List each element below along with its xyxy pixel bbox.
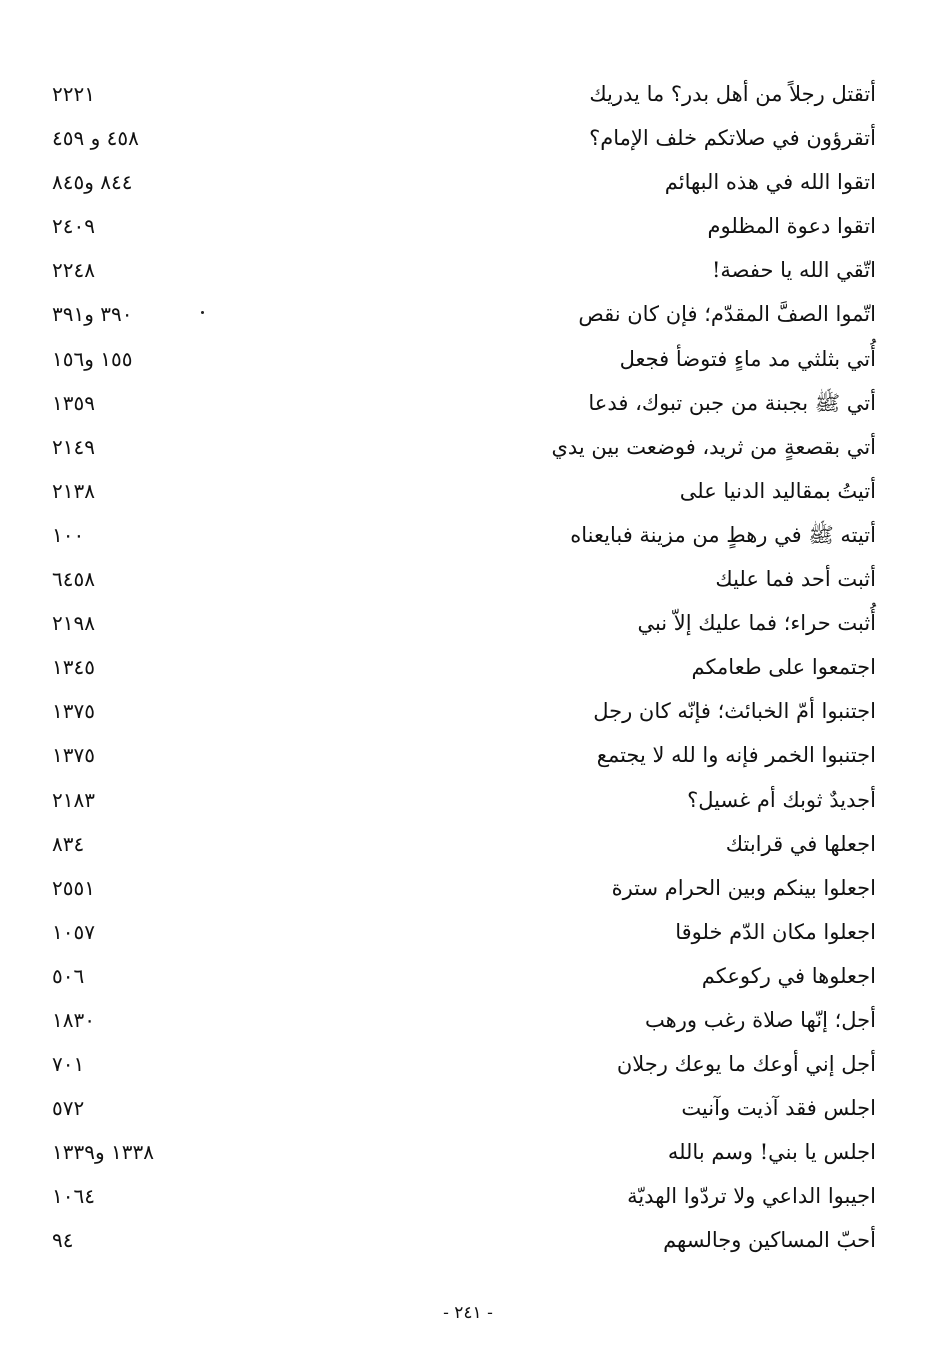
index-row [40,735,876,779]
hadith-reference-number: ٢١٤٩ [52,434,95,459]
hadith-reference-number: ٢١٣٨ [52,478,95,503]
hadith-text: أتيته ﷺ في رهطٍ من مزينة فبايعناه [570,522,876,547]
index-row [40,162,876,206]
hadith-reference-number: ١٨٣٠ [52,1007,95,1032]
hadith-text: أُثبت حراء؛ فما عليك إلاّ نبي [637,611,876,636]
hadith-text: أجديدٌ ثوبك أم غسيل؟ [687,787,876,812]
index-row [40,559,876,603]
hadith-reference-number: ١٣٧٥ [52,699,95,724]
hadith-reference-number: ٦٤٥٨ [52,567,95,592]
hadith-reference-number: ١٣٥٩ [52,390,95,415]
hadith-reference-number: ١٠٦٤ [52,1184,95,1209]
hadith-reference-number: ٨٤٤ و٨٤٥ [52,170,133,195]
index-row [40,868,876,912]
hadith-text: اجتمعوا على طعامكم [691,655,876,680]
hadith-reference-number: ٢١٨٣ [52,787,95,812]
hadith-reference-number: ٢٥٥١ [52,875,95,900]
index-row [40,912,876,956]
hadith-reference-number: ٢٢٢١ [52,82,95,106]
index-row [40,780,876,824]
hadith-reference-number: ٨٣٤ [52,831,85,856]
hadith-text: أتيتُ بمقاليد الدنيا على [679,478,876,503]
page-number: - ٢٤١ - [443,1303,493,1323]
hadith-index-list [40,74,876,1265]
index-row [40,339,876,383]
hadith-reference-number: ١٠٥٧ [52,919,95,944]
index-row [40,824,876,868]
hadith-text: أجل؛ إنّها صلاة رغب ورهب [645,1007,876,1032]
hadith-reference-number: ٣٩٠ و٣٩١ [52,302,133,327]
index-row [40,1132,876,1176]
hadith-text: أتي بقصعةٍ من ثريد، فوضعت بين يدي [551,434,876,459]
hadith-text: أثبت أحد فما عليك [715,567,876,592]
hadith-text: اجعلوا مكان الدّم خلوقا [675,919,876,944]
index-row [40,1176,876,1220]
index-row [40,206,876,250]
index-row [40,1088,876,1132]
hadith-text: اجعلوها في ركوعكم [701,963,876,988]
hadith-text: اتّقي الله يا حفصة! [711,258,876,283]
index-row [40,250,876,294]
index-row [40,74,876,118]
hadith-text: اجعلوا بينكم وبين الحرام سترة [611,875,876,900]
hadith-reference-number: ٥٠٦ [52,963,85,988]
hadith-text: اجلس فقد آذيت وآنيت [681,1096,876,1121]
index-row [40,647,876,691]
index-row [40,1044,876,1088]
hadith-text: أحبّ المساكين وجالسهم [663,1228,876,1253]
hadith-text: اجتنبوا أمّ الخبائث؛ فإنّه كان رجل [593,699,876,724]
hadith-text: أجل إني أوعك ما يوعك رجلان [616,1052,876,1077]
hadith-text: اتّموا الصفَّ المقدّم؛ فإن كان نقص [578,302,876,327]
hadith-reference-number: ١٣٧٥ [52,743,95,768]
index-row [40,1220,876,1264]
index-row [40,603,876,647]
hadith-text: أُتي بثلثي مد ماءٍ فتوضأ فجعل [619,346,876,371]
index-row [40,956,876,1000]
hadith-reference-number: ٥٧٢ [52,1096,85,1121]
hadith-reference-number: ١٣٣٨ و١٣٣٩ [52,1140,154,1165]
hadith-reference-number: ٩٤ [52,1228,74,1253]
index-row [40,471,876,515]
hadith-text: أتي ﷺ بجبنة من جبن تبوك، فدعا [588,390,876,415]
hadith-reference-number: ٢١٩٨ [52,611,95,636]
hadith-text: اجعلها في قرابتك [725,831,876,856]
hadith-reference-number: ٧٠١ [52,1052,85,1077]
hadith-text: اجلس يا بني! وسم بالله [667,1140,876,1165]
index-row [40,515,876,559]
index-row [40,383,876,427]
index-row [40,427,876,471]
hadith-reference-number: ١٥٥ و١٥٦ [52,346,133,371]
hadith-reference-number: ٤٥٨ و ٤٥٩ [52,126,139,151]
hadith-reference-number: ٢٤٠٩ [52,214,95,239]
hadith-reference-number: ١٣٤٥ [52,655,95,680]
hadith-text: اجتنبوا الخمر فإنه وا لله لا يجتمع [596,743,876,768]
hadith-text: اتقوا الله في هذه البهائم [664,170,876,195]
hadith-reference-number: ١٠٠ [52,522,85,547]
hadith-reference-number: ٢٢٤٨ [52,258,95,283]
index-row [40,691,876,735]
hadith-text: أتقتل رجلاً من أهل بدر؟ ما يدريك [589,82,876,106]
hadith-text: اتقوا دعوة المظلوم [707,214,876,239]
index-row [40,1000,876,1044]
hadith-text: اجيبوا الداعي ولا تردّوا الهديّة [627,1184,876,1209]
hadith-text: أتقرؤون في صلاتكم خلف الإمام؟ [589,126,876,151]
index-row [40,294,876,338]
index-row [40,118,876,162]
stray-ink-dot [201,311,204,314]
